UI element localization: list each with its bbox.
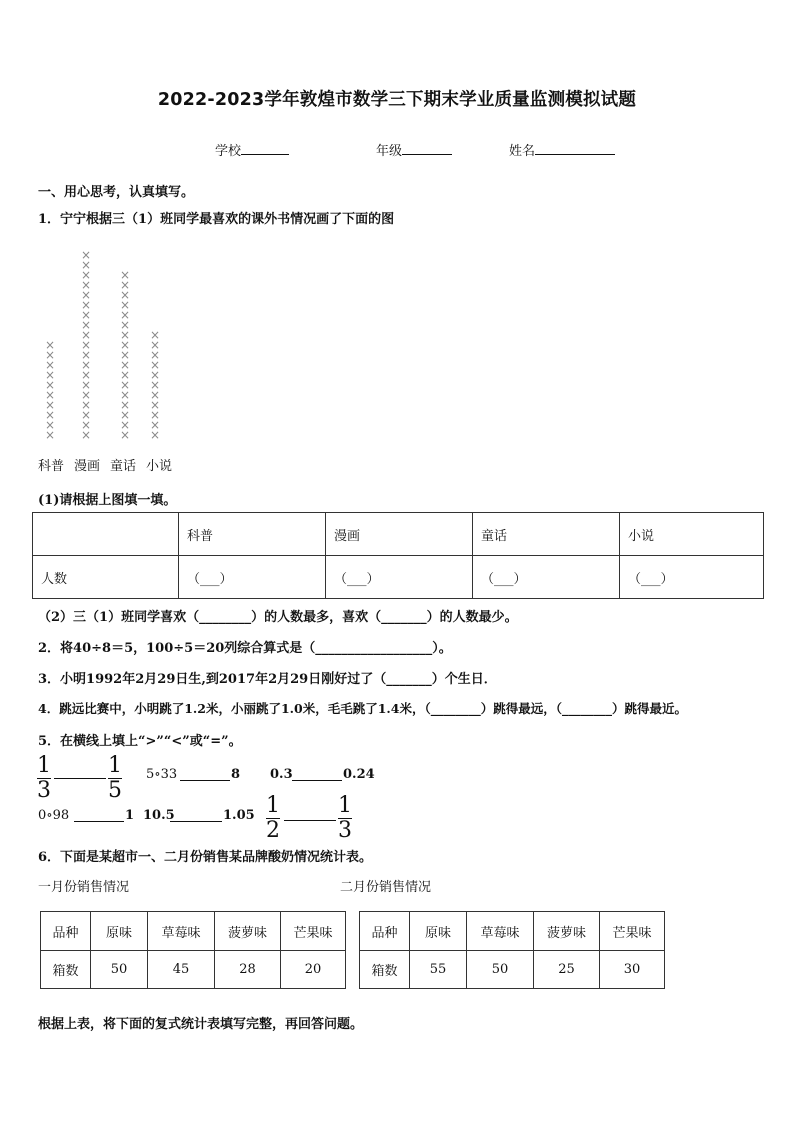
value-5-33: 5∘33 (146, 767, 178, 782)
feb-cell-3: 25 (534, 951, 600, 989)
feb-header-1: 原味 (410, 912, 467, 951)
feb-header-3: 菠萝味 (534, 912, 600, 951)
table-blank-manhua[interactable]: （___） (326, 556, 473, 599)
jan-cell-0: 箱数 (41, 951, 91, 989)
value-1: 1 (125, 808, 135, 823)
feb-cell-4: 30 (600, 951, 665, 989)
section-heading: 一、用心思考，认真填写。 (38, 185, 195, 200)
value-0-24: 0.24 (343, 767, 375, 782)
compare-blank-1[interactable] (54, 778, 106, 779)
compare-blank-4[interactable] (74, 821, 124, 822)
feb-cell-2: 50 (467, 951, 534, 989)
xcol-manhua: × × × × × × × × × × × × × × × × × × × (80, 248, 92, 442)
question-1: 1．宁宁根据三（1）班同学最喜欢的课外书情况画了下面的图 (38, 212, 395, 227)
jan-header-3: 菠萝味 (215, 912, 281, 951)
table-header-manhua: 漫画 (326, 513, 473, 556)
jan-cell-2: 45 (148, 951, 215, 989)
feb-cell-1: 55 (410, 951, 467, 989)
name-blank[interactable] (535, 141, 615, 155)
school-label: 学校 (215, 144, 242, 159)
question-6: 6．下面是某超市一、二月份销售某品牌酸奶情况统计表。 (38, 850, 373, 865)
compare-blank-6[interactable] (284, 820, 336, 821)
chart-label-tonghua: 童话 (110, 459, 137, 474)
value-0-98: 0∘98 (38, 808, 70, 823)
value-1-05: 1.05 (223, 808, 255, 823)
feb-cell-0: 箱数 (360, 951, 410, 989)
xcol-xiaoshuo: × × × × × × × × × × × (149, 328, 161, 442)
compare-blank-2[interactable] (180, 780, 230, 781)
chart-label-xiaoshuo: 小说 (146, 459, 173, 474)
count-table (32, 512, 764, 599)
table-corner (33, 513, 179, 556)
fraction-denominator: 5 (108, 778, 122, 803)
fraction-numerator: 1 (266, 793, 280, 818)
jan-cell-1: 50 (91, 951, 148, 989)
feb-table-title: 二月份销售情况 (340, 880, 432, 895)
value-0-3: 0.3 (270, 767, 293, 782)
fraction-numerator: 1 (108, 753, 122, 778)
question-1-sub2: （2）三（1）班同学喜欢（________）的人数最多，喜欢（_______）的人数最少。 (38, 610, 518, 625)
jan-header-4: 芒果味 (281, 912, 346, 951)
value-8: 8 (231, 767, 241, 782)
grade-label: 年级 (376, 144, 403, 159)
fraction-denominator: 3 (338, 818, 352, 843)
school-field (215, 140, 289, 159)
chart-label-kepu: 科普 (38, 459, 65, 474)
jan-header-1: 原味 (91, 912, 148, 951)
fraction-numerator: 1 (37, 753, 51, 778)
table-header-tonghua: 童话 (473, 513, 620, 556)
table-header-kepu: 科普 (179, 513, 326, 556)
xcol-kepu: × × × × × × × × × × (44, 338, 56, 442)
name-label: 姓名 (509, 144, 536, 159)
fraction-denominator: 3 (37, 778, 51, 803)
question-1-sub1: (1)请根据上图填一填。 (38, 493, 177, 508)
jan-cell-3: 28 (215, 951, 281, 989)
compare-blank-5[interactable] (170, 821, 222, 822)
table-blank-kepu[interactable]: （___） (179, 556, 326, 599)
table-blank-xiaoshuo[interactable]: （___） (620, 556, 764, 599)
question-6-instruction: 根据上表，将下面的复式统计表填写完整，再回答问题。 (38, 1017, 364, 1032)
fraction-denominator: 2 (266, 818, 280, 843)
question-3: 3．小明1992年2月29日生,到2017年2月29日刚好过了（_______）个生日． (38, 672, 497, 687)
jan-header-2: 草莓味 (148, 912, 215, 951)
question-2: 2．将40÷8＝5，100÷5＝20列综合算式是（__________________）。 (38, 641, 452, 656)
table-row-label: 人数 (33, 556, 179, 599)
value-10-5: 10.5 (143, 808, 175, 823)
question-4: 4．跳远比赛中，小明跳了1.2米，小丽跳了1.0米，毛毛跳了1.4米，（________）跳得最远，（________）跳得最近。 (38, 701, 687, 716)
jan-header-0: 品种 (41, 912, 91, 951)
grade-field (376, 140, 452, 159)
chart-label-manhua: 漫画 (74, 459, 101, 474)
grade-blank[interactable] (402, 141, 452, 155)
xcol-tonghua: × × × × × × × × × × × × × × × × × (119, 268, 131, 442)
fraction-1-3b (338, 793, 352, 843)
feb-header-2: 草莓味 (467, 912, 534, 951)
jan-table-title: 一月份销售情况 (38, 880, 130, 895)
feb-sales-table (359, 911, 665, 989)
fraction-1-5 (108, 753, 122, 803)
fraction-numerator: 1 (338, 793, 352, 818)
feb-header-0: 品种 (360, 912, 410, 951)
fraction-1-3 (37, 753, 51, 803)
feb-header-4: 芒果味 (600, 912, 665, 951)
table-blank-tonghua[interactable]: （___） (473, 556, 620, 599)
compare-blank-3[interactable] (292, 780, 342, 781)
table-header-xiaoshuo: 小说 (620, 513, 764, 556)
fraction-1-2 (266, 793, 280, 843)
school-blank[interactable] (241, 141, 289, 155)
name-field (509, 140, 615, 159)
page-title: 2022-2023学年敦煌市数学三下期末学业质量监测模拟试题 (157, 90, 637, 110)
jan-sales-table (40, 911, 346, 989)
jan-cell-4: 20 (281, 951, 346, 989)
question-5: 5．在横线上填上“>”“<”或“=”。 (38, 734, 242, 749)
